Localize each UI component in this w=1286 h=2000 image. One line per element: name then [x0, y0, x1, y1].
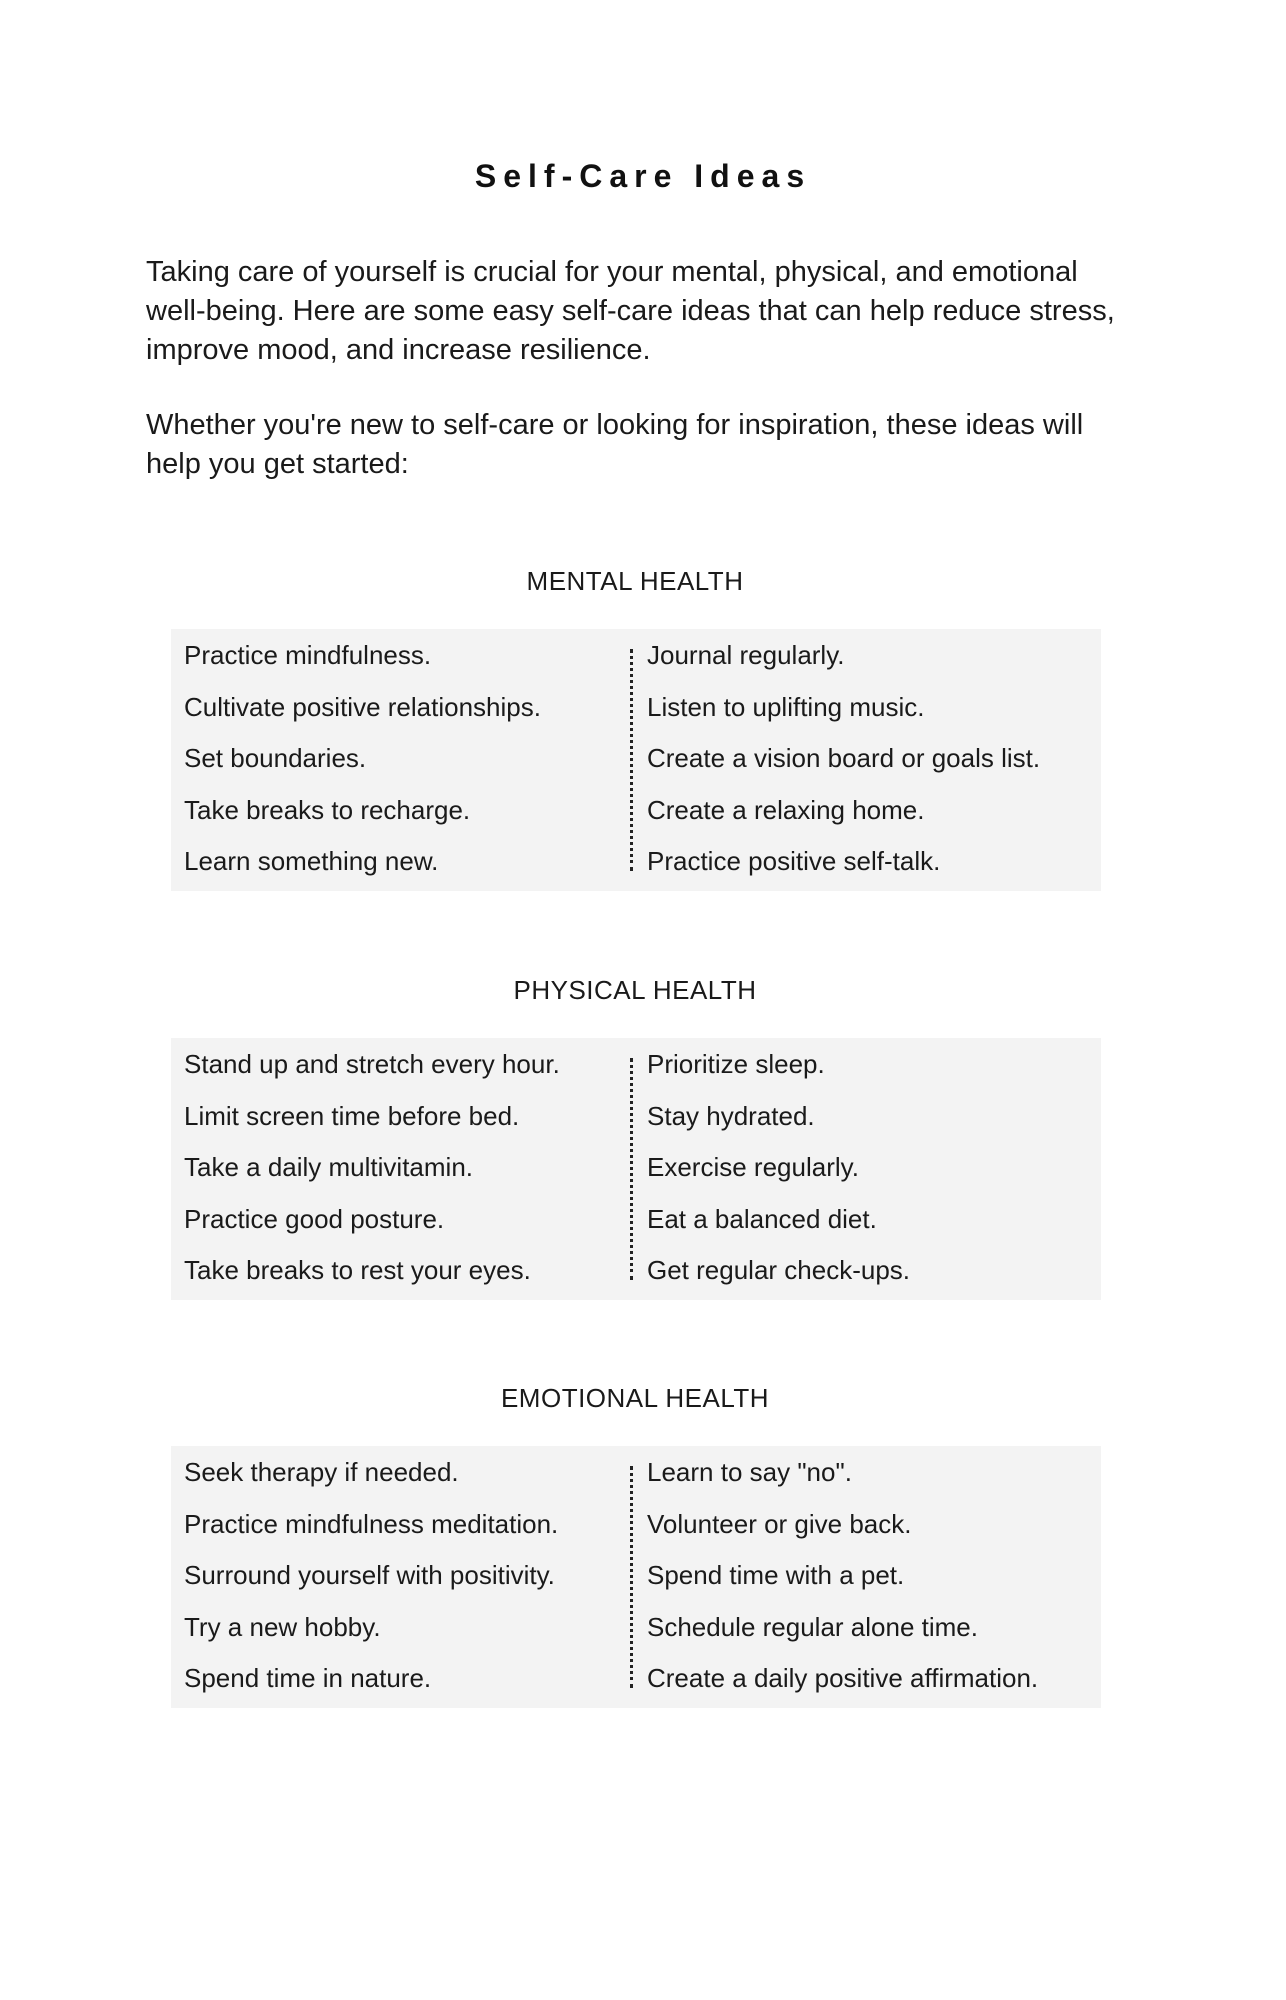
list-item: Set boundaries. [184, 743, 367, 773]
list-item: Take breaks to recharge. [184, 795, 471, 825]
list-item: Stay hydrated. [647, 1101, 815, 1131]
list-item: Volunteer or give back. [647, 1509, 912, 1539]
list-item: Practice mindfulness. [184, 640, 432, 670]
list-item: Learn something new. [184, 846, 439, 876]
list-item: Spend time with a pet. [647, 1560, 905, 1590]
idea-list-right [647, 629, 1097, 891]
list-item: Surround yourself with positivity. [184, 1560, 555, 1590]
list-item: Schedule regular alone time. [647, 1612, 978, 1642]
list-item: Listen to uplifting music. [647, 692, 925, 722]
section-box-physical-health [171, 1038, 1101, 1300]
list-item: Take breaks to rest your eyes. [184, 1255, 531, 1285]
list-item: Spend time in nature. [184, 1663, 432, 1693]
list-item: Seek therapy if needed. [184, 1457, 459, 1487]
list-item: Create a relaxing home. [647, 795, 925, 825]
list-item: Create a daily positive affirmation. [647, 1663, 1039, 1693]
dotted-divider [630, 649, 633, 871]
list-item: Exercise regularly. [647, 1152, 859, 1182]
idea-list-right [647, 1446, 1097, 1708]
list-item: Try a new hobby. [184, 1612, 381, 1642]
section-box-emotional-health [171, 1446, 1101, 1708]
list-item: Practice positive self-talk. [647, 846, 941, 876]
list-item: Take a daily multivitamin. [184, 1152, 473, 1182]
page-title: Self-Care Ideas [474, 158, 812, 194]
list-item: Eat a balanced diet. [647, 1204, 877, 1234]
section-heading-emotional-health: EMOTIONAL HEALTH [500, 1383, 770, 1413]
intro-paragraph-1: Taking care of yourself is crucial for your mental, physical, and emotional well-being. Here are some easy self-care ideas that can help reduce stress, improve mood, and increase resilience. [146, 256, 1115, 366]
section-box-mental-health [171, 629, 1101, 891]
list-item: Practice mindfulness meditation. [184, 1509, 559, 1539]
dotted-divider [630, 1466, 633, 1688]
list-item: Get regular check-ups. [647, 1255, 911, 1285]
idea-list-right [647, 1038, 1097, 1300]
list-item: Stand up and stretch every hour. [184, 1049, 560, 1079]
list-item: Limit screen time before bed. [184, 1101, 520, 1131]
list-item: Journal regularly. [647, 640, 845, 670]
list-item: Prioritize sleep. [647, 1049, 825, 1079]
list-item: Cultivate positive relationships. [184, 692, 541, 722]
idea-list-left [184, 1038, 634, 1300]
list-item: Practice good posture. [184, 1204, 445, 1234]
dotted-divider [630, 1058, 633, 1280]
idea-list-left [184, 1446, 634, 1708]
idea-list-left [184, 629, 634, 891]
intro-paragraph-2: Whether you're new to self-care or looking for inspiration, these ideas will help you get started: [146, 409, 1084, 480]
section-heading-mental-health: MENTAL HEALTH [526, 566, 744, 596]
list-item: Learn to say "no". [647, 1457, 852, 1487]
list-item: Create a vision board or goals list. [647, 743, 1041, 773]
section-heading-physical-health: PHYSICAL HEALTH [513, 975, 757, 1005]
